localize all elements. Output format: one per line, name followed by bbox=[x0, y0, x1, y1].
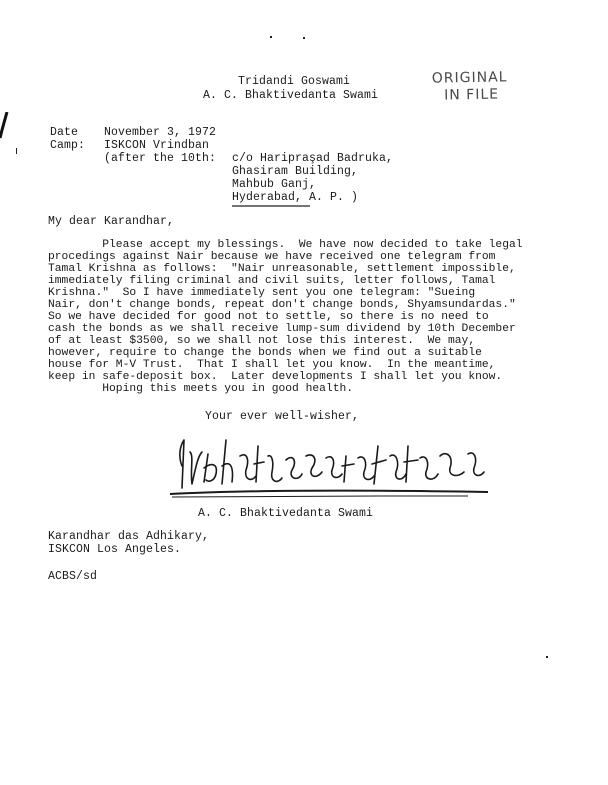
original-in-file-stamp bbox=[432, 69, 508, 104]
body-line: Krishna." So I have immediately sent you one telegram: "Sueing bbox=[48, 287, 476, 299]
address-line-1: c/o Haripraşad Badruka, bbox=[232, 152, 394, 165]
body-line: Nair, don't change bonds, repeat don't change bonds, Shyamsundardas." bbox=[48, 299, 516, 311]
date-value: November 3, 1972 bbox=[104, 126, 217, 139]
recipient-line-2: ISKCON Los Angeles. bbox=[48, 543, 182, 556]
camp-label: Camp: bbox=[50, 139, 86, 152]
scan-speck bbox=[303, 37, 305, 39]
margin-ink-mark bbox=[0, 112, 10, 142]
body-line: procedings against Nair because we have received one telegram from bbox=[48, 251, 496, 263]
body-line: So we have decided for good not to settle, so there is no need to bbox=[48, 311, 489, 323]
address-line-3: Mahbub Ganj, bbox=[232, 178, 317, 191]
scan-speck bbox=[270, 36, 272, 38]
body-line: Please accept my blessings. We have now decided to take legal bbox=[48, 239, 523, 251]
stamp-line-2: IN FILE bbox=[444, 86, 500, 104]
address-line-2: Ghasiram Building, bbox=[232, 165, 359, 178]
body-line: cash the bonds as we shall receive lump-sum dividend by 10th December bbox=[48, 323, 516, 335]
body-line: house for M-V Trust. That I shall let you know. In the meantime, bbox=[48, 359, 496, 371]
handwritten-signature bbox=[168, 426, 498, 506]
body-line: Hoping this meets you in good health. bbox=[48, 383, 354, 395]
stamp-line-1: ORIGINAL bbox=[431, 69, 508, 87]
body-line: of at least $3500, so we shall not lose this interest. We may, bbox=[48, 335, 476, 347]
body-line: keep in safe-deposit box. Later developments I shall let you know. bbox=[48, 371, 503, 383]
camp-value: ISKCON Vrindban bbox=[104, 139, 210, 152]
date-label: Date bbox=[50, 126, 79, 139]
letterhead-line-1: Tridandi Goswami bbox=[238, 75, 351, 88]
address-line-4: Hyderabad, A. P. ) bbox=[232, 191, 359, 204]
scan-speck bbox=[16, 148, 17, 154]
recipient-line-1: Karandhar das Adhikary, bbox=[48, 530, 210, 543]
reference-initials: ACBS/sd bbox=[48, 570, 98, 583]
letterhead-line-2: A. C. Bhaktivedanta Swami bbox=[203, 89, 379, 102]
signature-name: A. C. Bhaktivedanta Swami bbox=[198, 507, 374, 520]
salutation: My dear Karandhar, bbox=[48, 215, 175, 228]
body-line: however, require to change the bonds when we find out a suitable bbox=[48, 347, 482, 359]
body-line: Tamal Krishna as follows: "Nair unreasonable, settlement impossible, bbox=[48, 263, 516, 275]
after-the-10th-label: (after the 10th: bbox=[104, 152, 217, 165]
body-line: immediately filing criminal and civil suits, letter follows, Tamal bbox=[48, 275, 496, 287]
hyderabad-underline bbox=[232, 204, 312, 208]
closing: Your ever well-wisher, bbox=[205, 410, 360, 423]
scan-speck bbox=[546, 656, 548, 658]
